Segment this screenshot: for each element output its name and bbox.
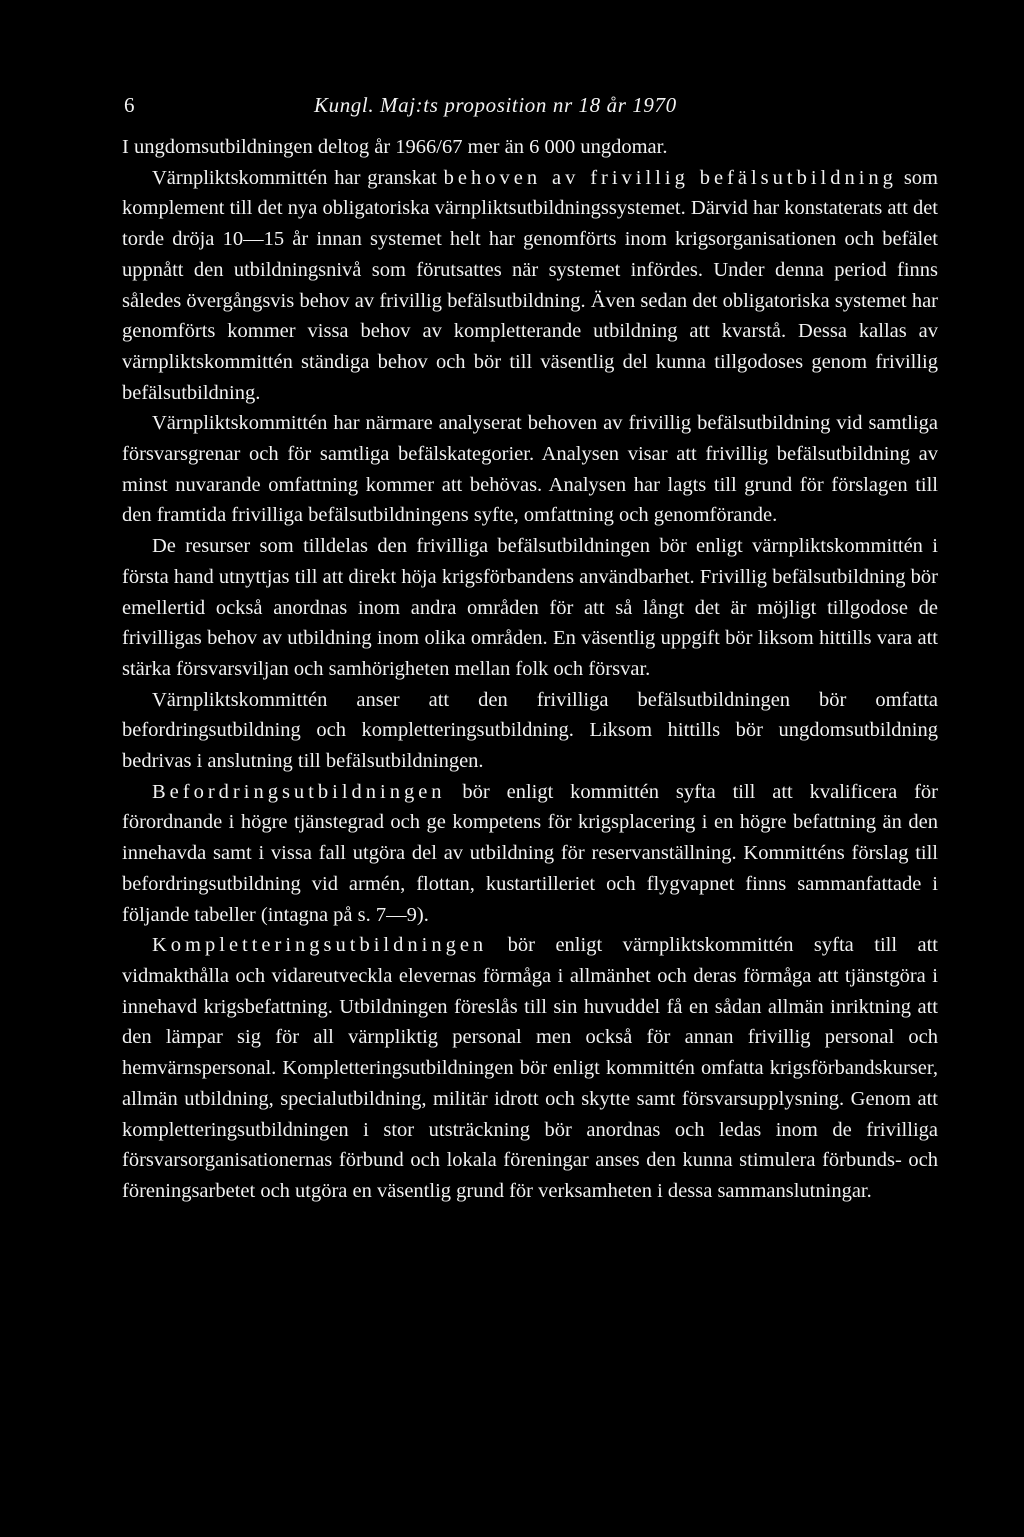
paragraph-5: Värnpliktskommittén anser att den frivilliga befälsutbildningen bör omfatta befordringsutbildning och kompletteringsutbildning. Liksom hittills bör ungdomsutbildning bedrivas i anslutning till befälsutbildningen. [122, 688, 938, 773]
document-page [122, 88, 938, 1207]
paragraph-7 [122, 930, 938, 1206]
paragraph-3: Värnpliktskommittén har närmare analyserat behoven av frivillig befälsutbildning vid samtliga försvarsgrenar och för samtliga befälskategorier. Analysen visar att frivillig befälsutbildning av minst nuvarande omfattning kommer att behövas. Analysen har lagts till grund för förslagen till den framtida frivilliga befälsutbildningens syfte, omfattning och genomförande. [122, 412, 938, 527]
paragraph-1: I ungdomsutbildningen deltog år 1966/67 mer än 6 000 ungdomar. [122, 136, 668, 158]
paragraph-2 [122, 163, 938, 409]
paragraph-2-rest: som komplement till det nya obligatoriska värnpliktsutbildningssystemet. Därvid har konstaterats att det torde dröja 10—15 år innan systemet helt har genomförts inom krigsorganisationen och befälet uppnått den utbildningsnivå som förutsattes när systemet infördes. Under denna period finns således övergångsvis behov av frivillig befälsutbildning. Även sedan det obligatoriska systemet har genomförts kommer vissa behov av kompletterande utbildning att kvarstå. Dessa kallas av värnpliktskommittén ständiga behov och bör till väsentlig del kunna tillgodoses genom frivillig befälsutbildning. [122, 166, 938, 404]
paragraph-7-rest: bör enligt värnpliktskommittén syfta till att vidmakthålla och vidareutveckla elevernas förmåga i allmänhet och deras förmåga att tjänstgöra i innehavd krigsbefattning. Utbildningen föreslås till sin huvuddel få en sådan allmän inriktning att den lämpar sig för all värnpliktig personal men också för annan frivillig personal och hemvärnspersonal. Kompletteringsutbildningen bör enligt kommittén omfatta krigsförbandskurser, allmän utbildning, specialutbildning, militär idrott och skytte samt försvarsupplysning. Genom att kompletteringsutbildningen i stor utsträckning bör anordnas och ledas inom de frivilliga försvarsorganisationernas förbund och lokala föreningar anses den kunna stimulera förbunds- och föreningsarbetet och utgöra en väsentlig grund för verksamheten i dessa sammanslutningar. [122, 934, 938, 1202]
paragraph-2-lead: Värnpliktskommittén har granskat [152, 166, 444, 189]
spaced-term-kompletteringsutbildningen: Kompletteringsutbildningen [152, 934, 488, 957]
paragraph-4: De resurser som tilldelas den frivilliga befälsutbildningen bör enligt värnpliktskommittén i första hand utnyttjas till att direkt höja krigsförbandens användbarhet. Frivillig befälsutbildning bör emellertid också anordnas inom andra områden för att så långt det är möjligt tillgodose de frivilligas behov av utbildning inom olika områden. En väsentlig uppgift bör liksom hittills vara att stärka försvarsviljan och samhörigheten mellan folk och försvar. [122, 535, 938, 680]
page-number: 6 [124, 93, 135, 117]
paragraph-6 [122, 777, 938, 931]
body-text [122, 132, 938, 1207]
spaced-term-behoven: behoven av frivillig befälsutbildning [443, 166, 897, 189]
spaced-term-befordringsutbildningen: Befordringsutbildningen [152, 780, 446, 803]
page-header [122, 88, 938, 122]
running-title: Kungl. Maj:ts proposition nr 18 år 1970 [314, 93, 677, 117]
paragraph-6-rest: bör enligt kommittén syfta till att kvalificera för förordnande i högre tjänstegrad och ge kompetens för krigsplacering i en högre befattning än den innehavda samt i vissa fall utgöra del av utbildning för reservanställning. Kommitténs förslag till befordringsutbildning vid armén, flottan, kustartilleriet och flygvapnet finns sammanfattade i följande tabeller (intagna på s. 7—9). [122, 780, 938, 926]
